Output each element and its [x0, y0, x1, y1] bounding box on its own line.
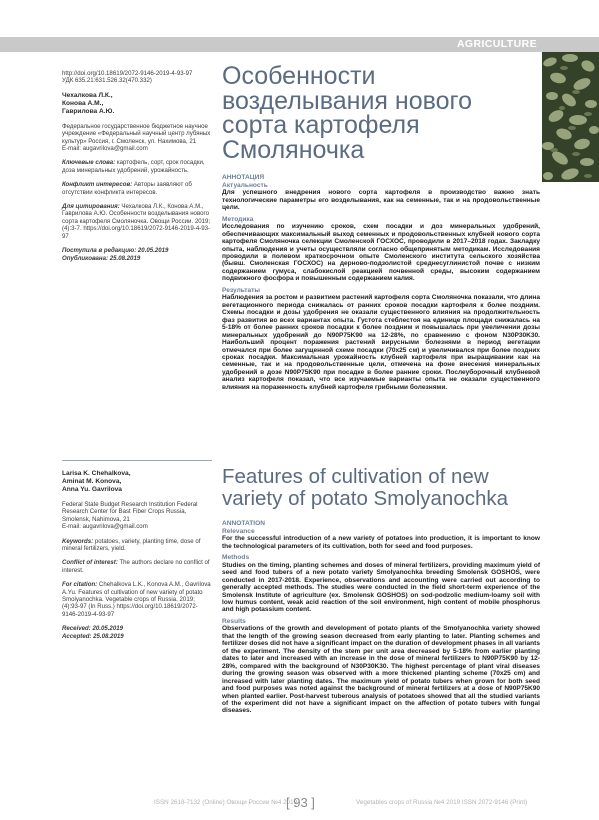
keywords-text: картофель, сорт, срок посадки, доза минеральных удобрений, урожайность. — [62, 159, 205, 174]
conflict-en — [62, 559, 212, 574]
methods-heading: Methods — [222, 554, 250, 562]
citation-text: Chehalkova L.K., Konova A.M., Gavrilova A.Yu. Features of cultivation of new variety of potato Smolyanochka. Vegetable crops of Russia. 2019;(4):93-97 (In Russ.) https://doi.org/10.18619/2072-9146-2019-4-93-97 — [62, 581, 211, 618]
relevance-heading: Relevance — [222, 527, 255, 535]
conflict-text: Авторы заявляют об отсутствии конфликта интересов. — [62, 181, 192, 196]
potato-foliage-photo — [542, 52, 599, 182]
accepted-date: Accepted: 25.08.2019 — [62, 632, 124, 640]
relevance-text: Для успешного внедрения нового сорта картофеля в производство важно знать технологические параметры его возделывания, как на семенные, так и на продовольственные цели. — [222, 189, 540, 212]
relevance-heading: Актуальность — [222, 181, 268, 189]
relevance-text: For the successful introduction of a new variety of potatoes into production, it is important to know the technological parameters of its cultivation, both for seed and food purposes. — [222, 535, 540, 550]
section-label: AGRICULTURE — [456, 38, 537, 50]
footer-left: ISSN 2618-7132 (Online) Овощи России №4 2019 — [154, 799, 298, 806]
citation-label: For citation: — [62, 581, 98, 589]
page-footer — [0, 797, 599, 811]
keywords-en — [62, 538, 212, 553]
citation-ru — [62, 203, 212, 240]
citation-text: Чехалкова Л.К., Конова А.М., Гаврилова А.Ю. Особенности возделывания нового сорта картофеля Смоляночка. Овощи России. 2019;(4):3-7. https://doi.org/10.18619/2072-9146-2019-4-93-97 — [62, 203, 211, 240]
abstract-en — [222, 520, 540, 719]
methods-text: Studies on the timing, planting schemes and doses of mineral fertilizers, providing maximum yield of seed and food tubers of a new potato variety Smolyanochka breeding Smolensk GOSHOS, were conducted in 2017-2018. Experience, observations and accounting were carried out according to generally accepted methods. The studies were conducted in the field short-term experience of the Smolensk Institute of agriculture (ex. Smolensk GOSHOS) on sod-podzolic medium-loamy soil with low humus content, weak acid reaction of the soil environment, high content of mobile phosphorus and high potassium content. — [222, 561, 540, 614]
keywords-text: potatoes, variety, planting time, dose of mineral fertilizers, yield. — [62, 537, 201, 553]
conflict-label: Конфликт интересов: — [62, 181, 133, 189]
results-heading: Результаты — [222, 286, 261, 294]
keywords-label: Ключевые слова: — [62, 159, 116, 167]
keywords-label: Keywords: — [62, 537, 94, 545]
methods-text: Исследования по изучению сроков, схем посадки и доз минеральных удобрений, обеспечивающих максимальный выход семенных и продовольственных клубней нового сорта картофеля Смоляночка селекции Смоленской ГОСХОС, проводили в 2017–2018 годах. Закладку опыта, наблюдения и учеты осуществляли согласно общепринятым методикам. Исследования проводили в полевом краткосрочном опыте Смоленского института сельского хозяйства (бывш. Смоленская ГОСХОС) на дерново-подзолистой среднесуглинистой почве с низким содержанием гумуса, слабокислой реакцией почвенной среды, высоким содержанием подвижного фосфора и повышенным содержанием калия. — [222, 223, 540, 283]
conflict-ru — [62, 181, 212, 196]
received-date: Поступила в редакцию: 20.05.2019 — [62, 247, 169, 255]
citation-en — [62, 581, 212, 618]
methods-heading: Методика — [222, 215, 254, 223]
abstract-heading: ANNOTATION — [222, 520, 265, 527]
article-title-ru: Особенности возделывания нового сорта картофеля Смоляночка — [222, 62, 472, 164]
ru-meta-column — [62, 70, 212, 269]
authors-ru: Чехалкова Л.К., Конова А.М., Гаврилова А.Ю. — [62, 91, 115, 115]
article-title-en: Features of cultivation of new variety of potato Smolyanochka — [222, 465, 509, 510]
received-date: Received: 20.05.2019 — [62, 625, 123, 633]
abstract-heading: АННОТАЦИЯ — [222, 174, 265, 181]
doi-link[interactable]: http://doi.org/10.18619/2072-9146-2019-4-93-97 — [62, 70, 193, 77]
authors-en: Larisa K. Chehalkova, Aminat M. Konova, Anna Yu. Gavrilova — [62, 470, 131, 493]
published-date: Опубликована: 25.08.2019 — [62, 254, 141, 262]
en-meta-column — [62, 470, 212, 647]
page-number: [ 93 ] — [286, 795, 315, 810]
results-text: Наблюдения за ростом и развитием растений картофеля сорта Смоляночка показали, что длина вегетационного периода снижалась от ранних сроков посадки картофеля к более поздним. Схемы посадки и дозы удобрения не оказали существенного влияния на продолжительность фаз развития во всех вариантах опыта. Густота стеблестоя на единице площади снижалась на 5-18% от более ранних сроков посадки к более поздним и повышалась при увеличении дозы минеральных удобрений до N90P75K90 на 12-28%, по сравнению с фоном N30P30K30. Наибольший процент поражения растений вирусными болезнями в период вегетации отмечался при более загущенной схеме посадки (70x25 см) и увеличивался при более поздних сроках посадки. Максимальная урожайность клубней картофеля при выращивании как на семенные, так и на продовольственные цели, отмечена на фоне внесения минеральных удобрений в дозе N90P75K90 при посадке в более ранние сроки. Послеуборочный клубневой анализ картофеля показал, что все изучаемые варианты опыта не оказали существенного влияния на пораженность клубней картофеля грибными болезнями. — [222, 294, 540, 391]
leaf-texture-image — [542, 52, 599, 182]
citation-label: Для цитирования: — [62, 203, 120, 211]
udc-code: УДК 635.21:631.526.32(470.332) — [62, 77, 152, 85]
affiliation-ru: Федеральное государственное бюджетное научное учреждение «Федеральный научный центр лубяных культур» Россия, г. Смоленск, ул. Нахимова, 21 E-mail: augavrilova@gmail.com — [62, 122, 211, 153]
abstract-ru — [222, 174, 540, 395]
keywords-ru — [62, 159, 212, 174]
conflict-text: The authors declare no conflict of interest. — [62, 559, 210, 574]
affiliation-en: Federal State Budget Research Institution Federal Research Center for Bast Fiber Crops Russia, Smolensk, Nahimova, 21 E-mail: augavrilova@gmail.com — [62, 501, 198, 531]
footer-right: Vegetables crops of Russia №4 2019 ISSN 2072-9146 (Print) — [356, 799, 528, 806]
results-text: Observations of the growth and development of potato plants of the Smolyanochka variety showed that the length of the growing season decreased from early planting to later. Planting schemes and fertilizer doses did not have a significant impact on the duration of development phases in all variants of the experiment. The density of the stem per unit area decreased by 5-18% from earlier planting dates to later and increased with an increase in the dose of mineral fertilizers to N90P75K90 by 12-28%, compared with the background of N30P30K30. The highest percentage of plant viral diseases during the growing season was observed with a more thickened planting scheme (70x25 cm) and increased with later planting dates. The maximum yield of potato tubers when grown for both seed and food purposes was noted against the background of mineral fertilizers at a dose of N90P75K90 when planted earlier. Post-harvest tuberous analysis of potatoes showed that all the studied variants of the experiment did not have a significant impact on the affection of potato tubers with fungal diseases. — [222, 625, 540, 715]
dates-ru — [62, 247, 212, 262]
dates-en — [62, 625, 212, 640]
column-divider — [62, 460, 212, 461]
section-header-bar — [0, 37, 599, 52]
results-heading: Results — [222, 617, 246, 625]
conflict-label: Conflict of interest: — [62, 559, 118, 567]
